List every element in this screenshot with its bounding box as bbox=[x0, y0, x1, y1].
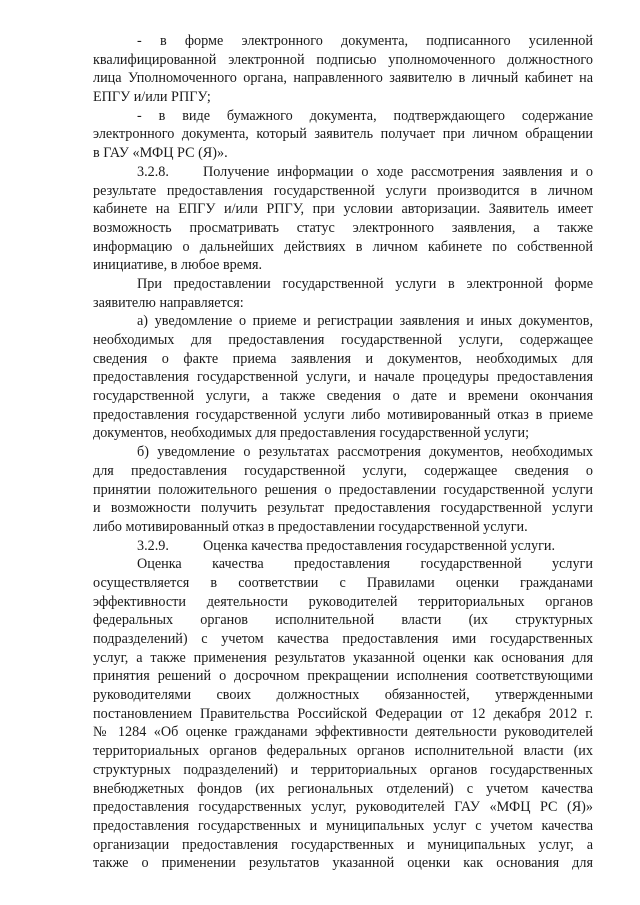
text-line bbox=[93, 705, 593, 724]
text-line bbox=[93, 51, 593, 70]
line-text: При предоставлении государственной услуги в электронной форме bbox=[137, 275, 593, 292]
text-line bbox=[93, 238, 593, 257]
line-text: и возможности получить результат предоставления государственной услуги bbox=[93, 500, 593, 517]
line-text: предоставления государственных услуг, руководителей ГАУ «МФЦ РС (Я)» bbox=[93, 799, 593, 816]
text-line bbox=[93, 144, 593, 163]
text-line bbox=[93, 69, 593, 88]
text-line bbox=[93, 406, 593, 425]
text-line bbox=[93, 182, 593, 201]
section-number: 3.2.9. bbox=[137, 537, 169, 554]
line-text: электронного документа, который заявитель получает при личном обращении bbox=[93, 126, 593, 143]
line-text: принятия решений о досрочном прекращении исполнения соответствующими bbox=[93, 668, 593, 685]
text-line bbox=[93, 817, 593, 836]
text-line bbox=[93, 518, 593, 537]
line-text: лица Уполномоченного органа, направленного заявителю в личный кабинет на bbox=[93, 70, 593, 87]
line-text: информацию о дальнейших действиях в личном кабинете по собственной bbox=[93, 238, 593, 255]
line-text: заявителю направляется: bbox=[93, 294, 244, 311]
section-number: 3.2.8. bbox=[137, 163, 169, 180]
line-text: постановлением Правительства Российской Федерации от 12 декабря 2012 г. bbox=[93, 705, 593, 722]
line-text: квалифицированной электронной подписью уполномоченного должностного bbox=[93, 51, 593, 68]
text-line bbox=[93, 368, 593, 387]
text-line bbox=[93, 499, 593, 518]
text-line bbox=[93, 630, 593, 649]
line-text: осуществляется в соответствии с Правилами оценки гражданами bbox=[93, 574, 593, 591]
text-line bbox=[93, 312, 593, 331]
line-text: подразделений) с учетом качества предоставления ими государственных bbox=[93, 631, 593, 647]
line-text: либо мотивированный отказ в предоставлении государственной услуги. bbox=[93, 518, 528, 535]
text-line bbox=[93, 742, 593, 761]
text-line bbox=[93, 836, 593, 855]
line-text: а) уведомление о приеме и регистрации заявления и иных документов, bbox=[137, 313, 593, 330]
line-text: внебюджетных фондов (их региональных отделений) с учетом качества bbox=[93, 780, 593, 797]
line-text: услуг, а также применения результатов указанной оценки как основания для bbox=[93, 649, 593, 666]
line-text: организации предоставления государственных и муниципальных услуг, а bbox=[93, 836, 593, 853]
text-line bbox=[93, 294, 593, 313]
line-text: ЕПГУ и/или РПГУ; bbox=[93, 89, 211, 106]
text-line bbox=[93, 780, 593, 799]
line-text: для предоставления государственной услуги, содержащее сведения о bbox=[93, 462, 593, 479]
text-line bbox=[93, 200, 593, 219]
text-line bbox=[93, 443, 593, 462]
text-line bbox=[93, 481, 593, 500]
line-text: эффективности деятельности руководителей территориальных органов bbox=[93, 593, 593, 610]
text-line bbox=[93, 350, 593, 369]
line-text: документов, необходимых для предоставления государственной услуги; bbox=[93, 425, 530, 442]
text-line bbox=[93, 761, 593, 780]
text-line bbox=[93, 649, 593, 668]
line-text: возможность просматривать статус электронного заявления, а также bbox=[93, 219, 593, 236]
text-line bbox=[93, 256, 593, 275]
line-text: в ГАУ «МФЦ РС (Я)». bbox=[93, 145, 228, 162]
text-line bbox=[93, 574, 593, 593]
line-text: необходимых для предоставления государственной услуги, содержащее bbox=[93, 332, 593, 348]
line-text: предоставления государственной услуги, и начале процедуры предоставления bbox=[93, 369, 593, 386]
line-text: сведения о факте приема заявления и документов, необходимых для bbox=[93, 350, 593, 367]
line-text: территориальных органов федеральных органов исполнительной власти (их bbox=[93, 743, 593, 760]
line-text: руководителями своих должностных обязанностей, утвержденными bbox=[93, 687, 593, 704]
text-line bbox=[93, 854, 593, 873]
text-line bbox=[93, 593, 593, 612]
line-text: федеральных органов исполнительной власти (их структурных bbox=[93, 612, 593, 629]
text-line bbox=[93, 275, 593, 294]
text-line bbox=[93, 537, 593, 556]
text-line bbox=[93, 88, 593, 107]
text-line bbox=[93, 125, 593, 144]
text-line bbox=[93, 611, 593, 630]
text-line bbox=[93, 387, 593, 406]
text-line bbox=[93, 723, 593, 742]
line-text: принятии положительного решения о предоставлении государственной услуги bbox=[93, 481, 593, 498]
text-line bbox=[93, 163, 593, 182]
line-text: Получение информации о ходе рассмотрения заявления и о bbox=[203, 163, 593, 180]
line-text: № 1284 «Об оценке гражданами эффективности деятельности руководителей bbox=[93, 724, 593, 741]
line-text: кабинете на ЕПГУ и/или РПГУ, при условии авторизации. Заявитель имеет bbox=[93, 201, 593, 218]
line-text: предоставления государственной услуги либо мотивированный отказ в приеме bbox=[93, 406, 593, 423]
text-line bbox=[93, 32, 593, 51]
line-text: инициативе, в любое время. bbox=[93, 257, 263, 274]
text-line bbox=[93, 798, 593, 817]
line-text: - в форме электронного документа, подписанного усиленной bbox=[137, 33, 593, 49]
line-text: Оценка качества предоставления государственной услуги. bbox=[203, 537, 556, 554]
text-line bbox=[93, 219, 593, 238]
document-body-text bbox=[93, 32, 593, 873]
line-text: - в виде бумажного документа, подтверждающего содержание bbox=[137, 107, 593, 124]
text-line bbox=[93, 462, 593, 481]
text-line bbox=[93, 424, 593, 443]
line-text: структурных подразделений) и территориальных органов государственных bbox=[93, 761, 593, 778]
line-text: также о применении результатов указанной оценки как основания для bbox=[93, 855, 593, 872]
line-text: Оценка качества предоставления государственной услуги bbox=[137, 556, 593, 573]
text-line bbox=[93, 686, 593, 705]
text-line bbox=[93, 331, 593, 350]
text-line bbox=[93, 555, 593, 574]
line-text: предоставления государственных и муниципальных услуг с учетом качества bbox=[93, 817, 593, 834]
text-line bbox=[93, 667, 593, 686]
line-text: б) уведомление о результатах рассмотрения документов, необходимых bbox=[137, 444, 593, 461]
line-text: результате предоставления государственной услуги производится в личном bbox=[93, 182, 593, 199]
line-text: государственной услуги, а также сведения о дате и времени окончания bbox=[93, 388, 593, 405]
text-line bbox=[93, 107, 593, 126]
